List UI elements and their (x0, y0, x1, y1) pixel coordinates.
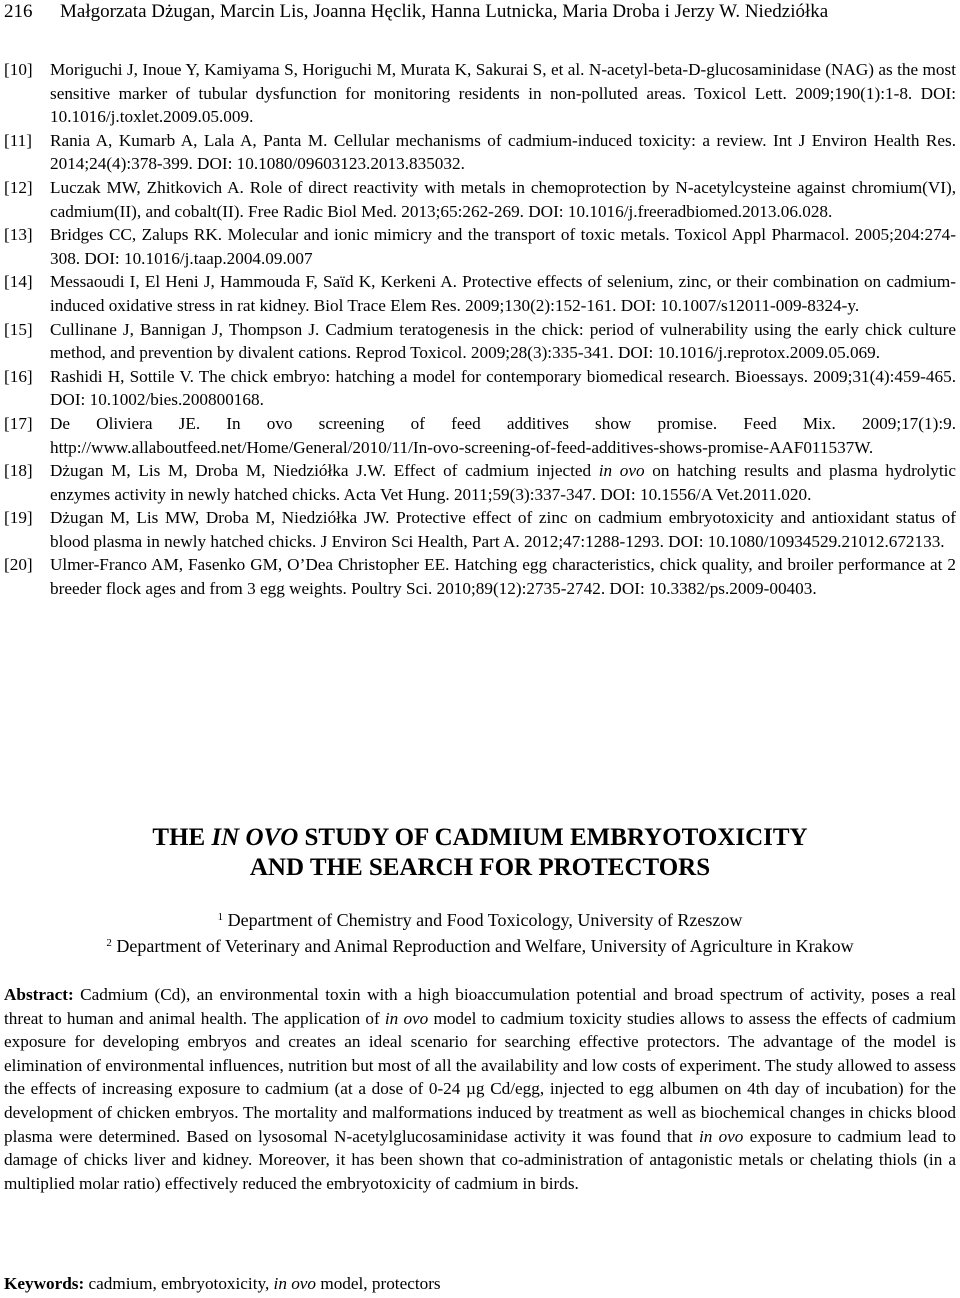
text-run: exposure to cadmium lead to damage of chicks liver and kidney. Moreover, it has been shown that co-administration of antagonistic metals or chelating thiols (in a multiplied molar ratio) effectively reduced the embryotoxicity of cadmium in birds. (4, 1126, 956, 1193)
reference-text (50, 365, 956, 412)
affiliation-marker: 1 (217, 911, 224, 923)
reference-number: [10] (4, 60, 33, 79)
text-run: Cadmium (Cd), an environmental toxin with a high bioaccumulation potential and broad spectrum of activity, poses a real threat to human and animal health. The application of (4, 985, 956, 1028)
italic-text: in ovo (598, 461, 645, 481)
affiliations (4, 906, 956, 958)
reference-item (4, 365, 956, 412)
reference-text (50, 176, 956, 223)
text-run: Dżugan M, Lis MW, Droba M, Niedziółka JW. Protective effect of zinc on cadmium embryotoxicity and antioxidant status of blood plasma in newly hatched chicks. J Environ Sci Health, Part A. 2012;47:1288-1293. DOI: 10.1080/10934529.21012.672133. (50, 508, 956, 551)
text-run: De Oliviera JE. In ovo screening of feed additives show promise. Feed Mix. 2009;17(1):9. http://www.allaboutfeed.net/Home/General/2010/11/In-ovo-screening-of-feed-additives-shows-promise-AAF011537W. (50, 413, 956, 457)
reference-list (4, 58, 956, 601)
text-run: cadmium, embryotoxicity, (84, 1274, 274, 1293)
reference-number: [14] (4, 272, 33, 292)
reference-item (4, 176, 956, 223)
reference-text (50, 506, 956, 553)
italic-text: in ovo (384, 1008, 429, 1028)
text-run: Luczak MW, Zhitkovich A. Role of direct reactivity with metals in chemoprotection by N-acetylcysteine against chromium(VI), cadmium(II), and cobalt(II). Free Radic Biol Med. 2013;65:262-269. DOI: 10.1016/j.freeradbiomed.2013.06.028. (50, 177, 956, 221)
reference-item (4, 506, 956, 553)
page-number: 216 (4, 1, 33, 22)
reference-text (50, 459, 956, 506)
running-head (4, 0, 956, 24)
reference-text (50, 412, 956, 459)
keywords-label: Keywords: (4, 1274, 85, 1293)
reference-number: [11] (4, 130, 32, 150)
text-run: Bridges CC, Zalups RK. Molecular and ionic mimicry and the transport of toxic metals. Toxicol Appl Pharmacol. 2005;204:274-308. DOI: 10.1016/j.taap.2004.09.007 (50, 225, 956, 268)
title-text: STUDY OF CADMIUM EMBRYOTOXICITY (298, 824, 808, 851)
text-run: on hatching results and plasma hydrolytic enzymes activity in newly hatched chicks. Acta Vet Hung. 2011;59(3):337-347. DOI: 10.1556/A Vet.2011.020. (50, 461, 957, 504)
affiliation-2 (4, 932, 956, 958)
text-run: Messaoudi I, El Heni J, Hammouda F, Saïd K, Kerkeni A. Protective effects of selenium, zinc, or their combination on cadmium-induced oxidative stress in rat kidney. Biol Trace Elem Res. 2009;130(2):152-161. DOI: 10.1007/s12011-009-8324-y. (50, 272, 956, 315)
text-run: Dżugan M, Lis M, Droba M, Niedziółka J.W. Effect of cadmium injected (50, 461, 599, 481)
affiliation-text: Department of Veterinary and Animal Reproduction and Welfare, University of Agriculture in Krakow (111, 936, 854, 956)
reference-item (4, 459, 956, 506)
affiliation-1 (4, 906, 956, 932)
reference-number: [19] (4, 508, 33, 528)
reference-number: [17] (4, 413, 33, 433)
reference-text (50, 58, 956, 129)
italic-text: in ovo (698, 1126, 744, 1146)
text-run: Rania A, Kumarb A, Lala A, Panta M. Cellular mechanisms of cadmium-induced toxicity: a review. Int J Environ Health Res. 2014;24(4):378-399. DOI: 10.1080/09603123.2013.835032. (50, 130, 956, 174)
title-line-2: AND THE SEARCH FOR PROTECTORS (249, 854, 711, 881)
reference-item (4, 412, 956, 459)
reference-item (4, 58, 956, 129)
reference-item (4, 223, 956, 270)
reference-item (4, 129, 956, 176)
reference-number: [16] (4, 366, 33, 386)
italic-text: in ovo (273, 1274, 317, 1293)
affiliation-marker: 2 (106, 937, 112, 949)
reference-text (50, 553, 956, 600)
reference-number: [15] (4, 319, 33, 339)
keywords (4, 1272, 956, 1295)
reference-number: [20] (4, 555, 33, 575)
text-run: Cullinane J, Bannigan J, Thompson J. Cadmium teratogenesis in the chick: period of vulnerability using the early chick culture method, and prevention by divalent cations. Reprod Toxicol. 2009;28(3):335-341. DOI: 10.1016/j.reprotox.2009.05.069. (50, 319, 956, 363)
reference-item (4, 318, 956, 365)
reference-text (50, 129, 956, 176)
reference-text (50, 270, 956, 317)
title-italic: IN OVO (211, 824, 299, 851)
reference-item (4, 553, 956, 600)
reference-item (4, 270, 956, 317)
abstract-label: Abstract: (4, 985, 74, 1004)
text-run: Moriguchi J, Inoue Y, Kamiyama S, Horiguchi M, Murata K, Sakurai S, et al. N-acetyl-beta-D-glucosaminidase (NAG) as the most sensitive marker of tubular dysfunction for monitoring residents in non-polluted areas. Toxicol Lett. 2009;190(1):1-8. DOI: 10.1016/j.toxlet.2009.05.009. (50, 60, 956, 127)
text-run: model, protectors (316, 1274, 441, 1293)
title-line-1 (4, 823, 956, 853)
affiliation-text: Department of Chemistry and Food Toxicology, University of Rzeszow (223, 910, 743, 930)
reference-text (50, 223, 956, 270)
reference-number: [18] (4, 461, 33, 481)
title-text: THE (152, 824, 212, 851)
reference-number: [12] (4, 177, 33, 197)
text-run: model to cadmium toxicity studies allows to assess the effects of cadmium exposure for developing embryos and creates an ideal scenario for searching effective protectors. The advantage of the model is elimination of environmental influences, nutrition but most of all the availability and low costs of experiment. The study allowed to assess the effects of increasing exposure to cadmium (at a dose of 0-24 µg Cd/egg, injected to egg albumen on 4th day of incubation) for the development of chicken embryos. The mortality and malformations induced by treatment as well as biochemical changes in chicks blood plasma were determined. Based on lysosomal N-acetylglucosaminidase activity it was found that (4, 1008, 957, 1146)
running-head-authors: Małgorzata Dżugan, Marcin Lis, Joanna Hęclik, Hanna Lutnicka, Maria Droba i Jerzy W. Niedziółka (60, 1, 829, 22)
text-run: Rashidi H, Sottile V. The chick embryo: hatching a model for contemporary biomedical research. Bioessays. 2009;31(4):459-465. DOI: 10.1002/bies.200800168. (50, 366, 956, 410)
article-title (4, 823, 956, 883)
reference-number: [13] (4, 225, 33, 245)
text-run: Ulmer-Franco AM, Fasenko GM, O’Dea Christopher EE. Hatching egg characteristics, chick quality, and broiler performance at 2 breeder flock ages and from 3 egg weights. Poultry Sci. 2010;89(12):2735-2742. DOI: 10.3382/ps.2009-00403. (50, 555, 956, 599)
reference-text (50, 318, 956, 365)
abstract (4, 983, 956, 1195)
